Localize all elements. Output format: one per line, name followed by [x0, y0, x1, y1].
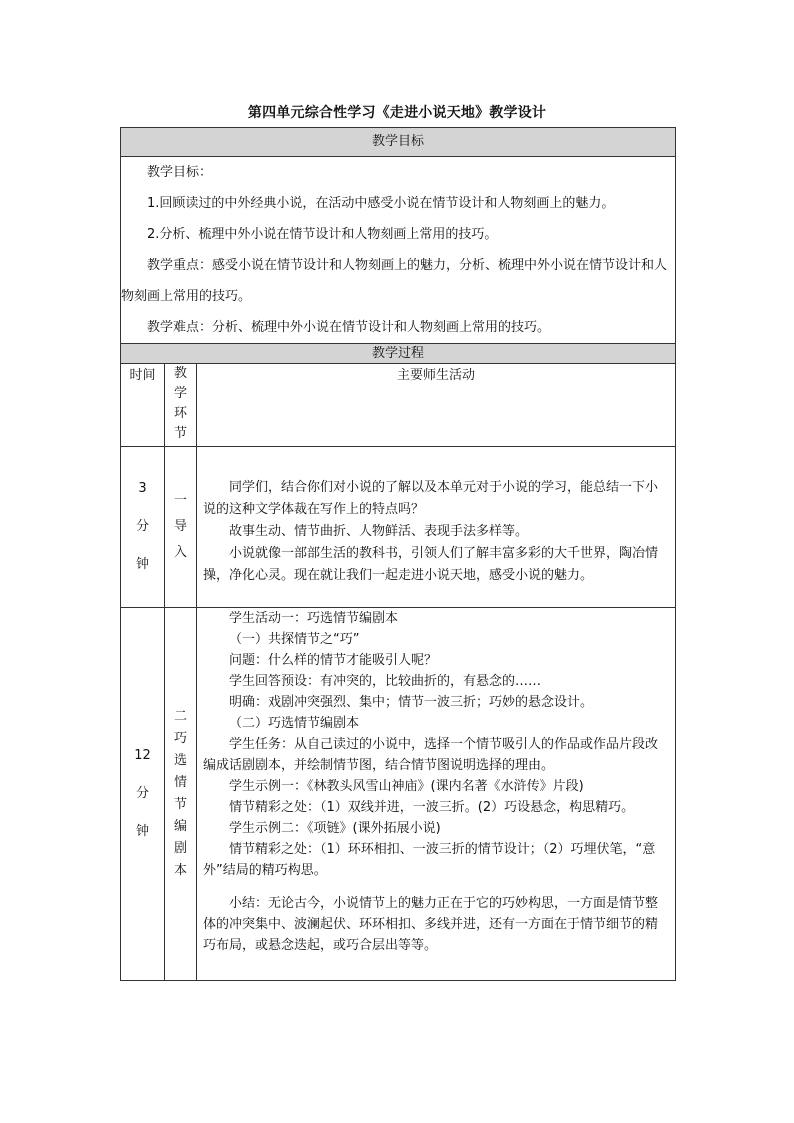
goal-item-1: 1.回顾读过的中外经典小说，在活动中感受小说在情节设计和人物刻画上的魅力。	[147, 196, 615, 211]
stage-char: 入	[173, 545, 187, 560]
table-row	[121, 447, 676, 608]
activity-line: 学生回答预设：有冲突的，比较曲折的，有悬念的……	[229, 674, 542, 689]
process-header: 教学过程	[121, 344, 676, 364]
row-stage	[165, 608, 197, 981]
col-time-header: 时间	[121, 364, 165, 447]
stage-char: 剧	[173, 841, 187, 856]
lesson-plan-table	[120, 127, 676, 981]
activity-line: （一）共探情节之“巧”	[229, 632, 360, 647]
page-title: 第四单元综合性学习《走进小说天地》教学设计	[247, 105, 547, 121]
row-stage	[165, 447, 197, 608]
stage-char: 节	[173, 797, 187, 812]
time-char: 分	[135, 519, 149, 534]
goal-item-2: 2.分析、梳理中外小说在情节设计和人物刻画上常用的技巧。	[147, 227, 498, 242]
summary-line: 小结：无论古今，小说情节上的魅力正在于它的巧妙构思，一方面是情节整体的冲突集中、波澜起伏、环环相扣、多线并进，还有一方面在于情节细节的精巧布局，或悬念迭起，或巧合层出等等。	[203, 896, 659, 953]
teaching-difficulty: 教学难点：分析、梳理中外小说在情节设计和人物刻画上常用的技巧。	[147, 320, 551, 335]
row-activity	[197, 608, 676, 981]
stage-char: 教	[173, 366, 187, 381]
stage-char: 巧	[173, 731, 187, 746]
goals-label: 教学目标：	[147, 165, 213, 180]
stage-char: 节	[173, 426, 187, 441]
time-char: 12	[134, 748, 151, 763]
time-char: 钟	[135, 557, 149, 572]
table-row	[121, 608, 676, 981]
spacer	[203, 881, 669, 893]
stage-char: 一	[173, 493, 187, 508]
goals-content	[121, 157, 676, 344]
activity-line: 学生活动一：巧选情节编剧本	[229, 611, 399, 626]
stage-char: 环	[173, 406, 187, 421]
stage-char: 选	[173, 753, 187, 768]
goals-header: 教学目标	[121, 128, 676, 157]
activity-line: 学生示例一：《林教头风雪山神庙》(课内名著《水浒传》片段)	[229, 779, 584, 794]
stage-char: 情	[173, 775, 187, 790]
activity-line: 情节精彩之处：（1）环环相扣、一波三折的情节设计；（2）巧埋伏笔，“意外”结局的精巧构思。	[203, 842, 656, 878]
stage-char: 二	[173, 709, 187, 724]
col-activity-header: 主要师生活动	[197, 364, 676, 447]
stage-char: 编	[173, 819, 187, 834]
row-activity	[197, 447, 676, 608]
time-char: 3	[138, 481, 147, 496]
activity-line: 情节精彩之处：（1）双线并进，一波三折。(2）巧设悬念，构思精巧。	[229, 800, 635, 815]
stage-char: 导	[173, 519, 187, 534]
teaching-focus: 教学重点：感受小说在情节设计和人物刻画上的魅力，分析、梳理中外小说在情节设计和人物刻画上常用的技巧。	[121, 258, 668, 304]
activity-line: 小说就像一部部生活的教科书，引领人们了解丰富多彩的大千世界，陶冶情操，净化心灵。现在就让我们一起走进小说天地，感受小说的魅力。	[203, 546, 659, 583]
time-char: 分	[135, 786, 149, 801]
row-time	[121, 447, 165, 608]
activity-line: 学生任务：从自己读过的小说中，选择一个情节吸引人的作品或作品片段改编成话剧剧本，并绘制情节图，结合情节图说明选择的理由。	[203, 737, 659, 773]
activity-line: （二）巧选情节编剧本	[229, 716, 360, 731]
activity-line: 故事生动、情节曲折、人物鲜活、表现手法多样等。	[229, 524, 529, 539]
time-char: 钟	[135, 824, 149, 839]
col-stage-header	[165, 364, 197, 447]
activity-line: 问题：什么样的情节才能吸引人呢？	[229, 653, 438, 668]
activity-line: 同学们，结合你们对小说的了解以及本单元对于小说的学习，能总结一下小说的这种文学体裁在写作上的特点吗？	[203, 480, 659, 517]
stage-char: 学	[173, 386, 187, 401]
stage-char: 本	[173, 863, 187, 878]
activity-line: 学生示例二：《项链》(课外拓展小说)	[229, 821, 441, 836]
row-time	[121, 608, 165, 981]
activity-line: 明确：戏剧冲突强烈、集中；情节一波三折；巧妙的悬念设计。	[229, 695, 594, 710]
